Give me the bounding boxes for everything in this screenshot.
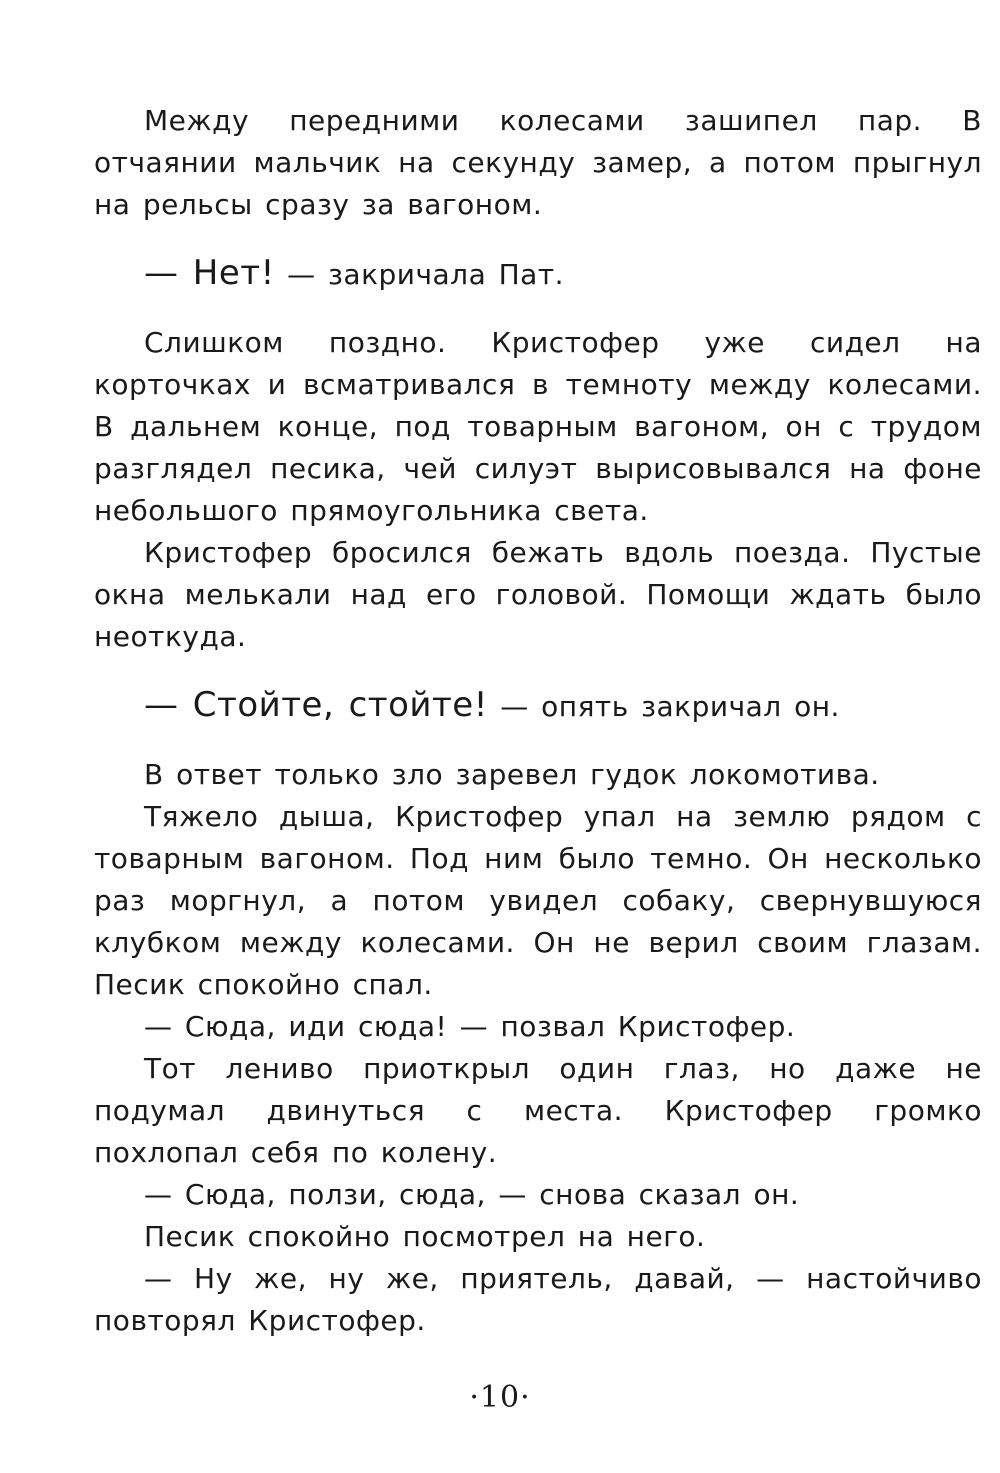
page-body [94,100,982,1342]
paragraph: — Ну же, ну же, приятель, давай, — настойчиво повторял Кристофер. [94,1262,982,1337]
paragraph: Тот лениво приоткрыл один глаз, но даже не подумал двинуться с места. Кристофер громко похлопал себя по колену. [94,1052,982,1169]
dialogue-shout [94,684,982,728]
shout-loud: — Стойте, стойте! [144,685,488,725]
page-number: ·10· [469,1380,531,1415]
shout-loud: — Нет! [144,253,275,293]
paragraph: В ответ только зло заревел гудок локомотива. [144,758,880,791]
dialogue-shout [94,252,982,296]
paragraph: Песик спокойно посмотрел на него. [144,1220,706,1253]
shout-attribution: — опять закричал он. [487,690,840,723]
paragraph: Тяжело дыша, Кристофер упал на землю рядом с товарным вагоном. Под ним было темно. Он несколько раз моргнул, а потом увидел собаку, свернувшуюся клубком между колесами. Он не верил своим глазам. Песик спокойно спал. [94,800,982,1001]
shout-attribution: — закричала Пат. [274,258,565,291]
paragraph: Кристофер бросился бежать вдоль поезда. Пустые окна мелькали над его головой. Помощи ждать было неоткуда. [94,536,982,653]
paragraph: — Сюда, иди сюда! — позвал Кристофер. [144,1010,796,1043]
paragraph: Между передними колесами зашипел пар. В отчаянии мальчик на секунду замер, а потом прыгнул на рельсы сразу за вагоном. [94,104,982,221]
paragraph: — Сюда, ползи, сюда, — снова сказал он. [144,1178,800,1211]
paragraph: Слишком поздно. Кристофер уже сидел на корточках и всматривался в темноту между колесами. В дальнем конце, под товарным вагоном, он с трудом разглядел песика, чей силуэт вырисовывался на фоне небольшого прямоугольника света. [94,326,982,527]
